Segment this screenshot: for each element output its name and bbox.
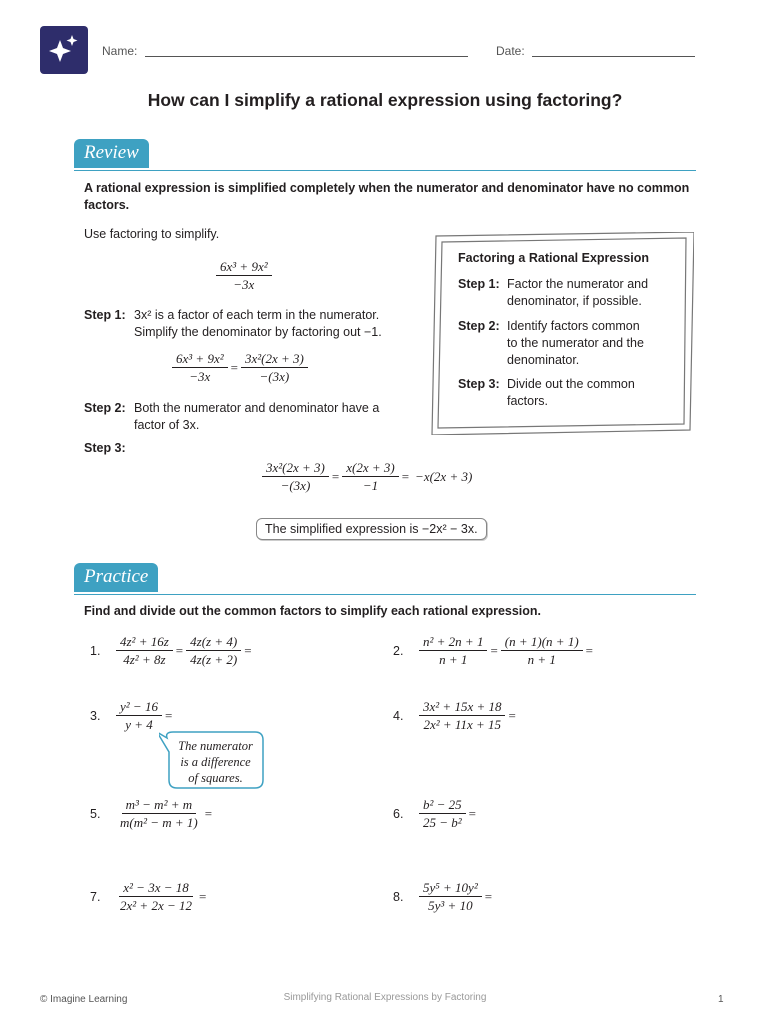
factoring-callout (428, 232, 694, 435)
equals-sign: = (175, 642, 184, 658)
problem-denominator: 5y³ + 10 (428, 898, 473, 913)
problem-denominator: 2x² + 11x + 15 (423, 717, 501, 732)
practice-divider (74, 594, 696, 595)
callout-step-text: factors. (507, 394, 548, 408)
callout-step-text: to the numerator and the (507, 336, 644, 350)
equals-sign: = (401, 468, 410, 484)
problem-denominator: 25 − b² (423, 815, 462, 830)
review-divider (74, 170, 696, 171)
problem-number: 5. (90, 806, 101, 821)
step3-den1: −(3x) (280, 478, 311, 493)
step1-num1: 6x³ + 9x² (172, 350, 228, 368)
callout-step-1 (458, 276, 648, 310)
step1-den1: −3x (189, 369, 211, 384)
hint-bubble (163, 732, 268, 792)
problem-1 (90, 633, 255, 668)
problem-numerator: b² − 25 (419, 796, 466, 814)
step2-label: Step 2: (84, 401, 126, 415)
callout-step-text: denominator. (507, 353, 580, 367)
example-expression (216, 258, 272, 293)
review-intro: A rational expression is simplified completely when the numerator and denominator have no common factors. (84, 181, 690, 212)
sparkle-icon (40, 26, 88, 74)
problem-7 (90, 879, 209, 914)
logo (40, 26, 88, 74)
review-instruction: Use factoring to simplify. (84, 227, 220, 241)
problem-denominator: 2x² + 2x − 12 (120, 898, 192, 913)
problem-6 (393, 796, 479, 831)
problem-number: 1. (90, 643, 101, 658)
problem-8 (393, 879, 495, 914)
example-numerator: 6x³ + 9x² (216, 258, 272, 276)
step1-label: Step 1: (84, 308, 126, 322)
callout-step-text: Identify factors common (507, 319, 640, 333)
callout-step-2 (458, 318, 648, 369)
callout-step-3 (458, 376, 648, 410)
hint-text (163, 732, 268, 786)
problem-2 (393, 633, 596, 668)
step3-den2: −1 (362, 478, 379, 493)
problem-numerator: x² − 3x − 18 (119, 879, 192, 897)
example-denominator: −3x (233, 277, 255, 292)
review-tab: Review (74, 139, 149, 168)
step3-num1: 3x²(2x + 3) (262, 459, 329, 477)
equals-sign: = (230, 359, 238, 375)
practice-tab: Practice (74, 563, 158, 592)
equals-sign: = (331, 468, 340, 484)
step2-text-b: factor of 3x. (134, 418, 200, 432)
step3-equation (262, 459, 475, 494)
problem-number: 2. (393, 643, 404, 658)
hint-line: of squares. (188, 771, 243, 785)
problem-denominator: y + 4 (125, 717, 153, 732)
problem-numerator: 3x² + 15x + 18 (419, 698, 505, 716)
problem-4 (393, 698, 519, 733)
step2-text-a: Both the numerator and denominator have a (134, 401, 380, 415)
step1-num2: 3x²(2x + 3) (241, 350, 308, 368)
problem-denominator: m(m² − m + 1) (120, 815, 198, 830)
callout-title: Factoring a Rational Expression (458, 251, 650, 265)
problem-factored-denominator: 4z(z + 2) (190, 652, 238, 667)
problem-numerator: 4z² + 16z (116, 633, 173, 651)
problem-5 (90, 796, 215, 831)
hint-line: The numerator (178, 739, 253, 753)
step3-label: Step 3: (84, 441, 126, 455)
step1-block (84, 307, 382, 341)
step1-den2: −(3x) (259, 369, 290, 384)
hint-line: is a difference (180, 755, 251, 769)
equals-sign: = (490, 642, 498, 658)
footer-title: Simplifying Rational Expressions by Factoring (283, 992, 487, 1003)
date-label: Date: (496, 44, 525, 58)
equals-sign: = (164, 707, 173, 723)
equals-sign: = (484, 888, 493, 904)
problem-numerator: m³ − m² + m (122, 796, 197, 814)
step3-num2: x(2x + 3) (342, 459, 398, 477)
practice-instruction: Find and divide out the common factors to simplify each rational expression. (84, 604, 542, 618)
callout-step-label: Step 2: (458, 319, 500, 333)
step1-equation (172, 350, 308, 385)
footer-copyright: © Imagine Learning (40, 994, 128, 1005)
problem-number: 6. (393, 806, 404, 821)
problem-number: 7. (90, 889, 101, 904)
step2-block (84, 400, 379, 434)
callout-step-text: Divide out the common (507, 377, 635, 391)
problem-number: 4. (393, 708, 404, 723)
equals-sign: = (244, 642, 252, 658)
name-field[interactable] (145, 56, 468, 57)
callout-step-text: Factor the numerator and (507, 277, 649, 291)
problem-number: 8. (393, 889, 404, 904)
problem-factored-numerator: (n + 1)(n + 1) (501, 633, 583, 651)
problem-factored-denominator: n + 1 (527, 652, 556, 667)
date-field[interactable] (532, 56, 695, 57)
problem-denominator: n + 1 (439, 652, 468, 667)
problem-factored-numerator: 4z(z + 4) (186, 633, 241, 651)
problem-numerator: y² − 16 (116, 698, 162, 716)
problem-numerator: n² + 2n + 1 (419, 633, 487, 651)
step1-text-a: 3x² is a factor of each term in the numerator. (134, 308, 380, 322)
equals-sign: = (198, 888, 207, 904)
callout-step-text: denominator, if possible. (507, 294, 642, 308)
problem-numerator: 5y⁵ + 10y² (419, 879, 482, 897)
callout-step-label: Step 1: (458, 277, 500, 291)
callout-step-label: Step 3: (458, 377, 500, 391)
step1-text-b: Simplify the denominator by factoring out −1. (134, 325, 382, 339)
page-number: 1 (718, 994, 724, 1005)
page-title: How can I simplify a rational expression using factoring? (147, 90, 623, 110)
equals-sign: = (204, 805, 213, 821)
problem-denominator: 4z² + 8z (123, 652, 166, 667)
name-label: Name: (102, 44, 138, 58)
step3-result: −x(2x + 3) (415, 468, 473, 484)
equals-sign: = (468, 805, 477, 821)
result-box: The simplified expression is −2x² − 3x. (256, 518, 487, 540)
equals-sign: = (585, 642, 594, 658)
equals-sign: = (508, 707, 516, 723)
problem-number: 3. (90, 708, 101, 723)
callout-steps (458, 276, 648, 410)
